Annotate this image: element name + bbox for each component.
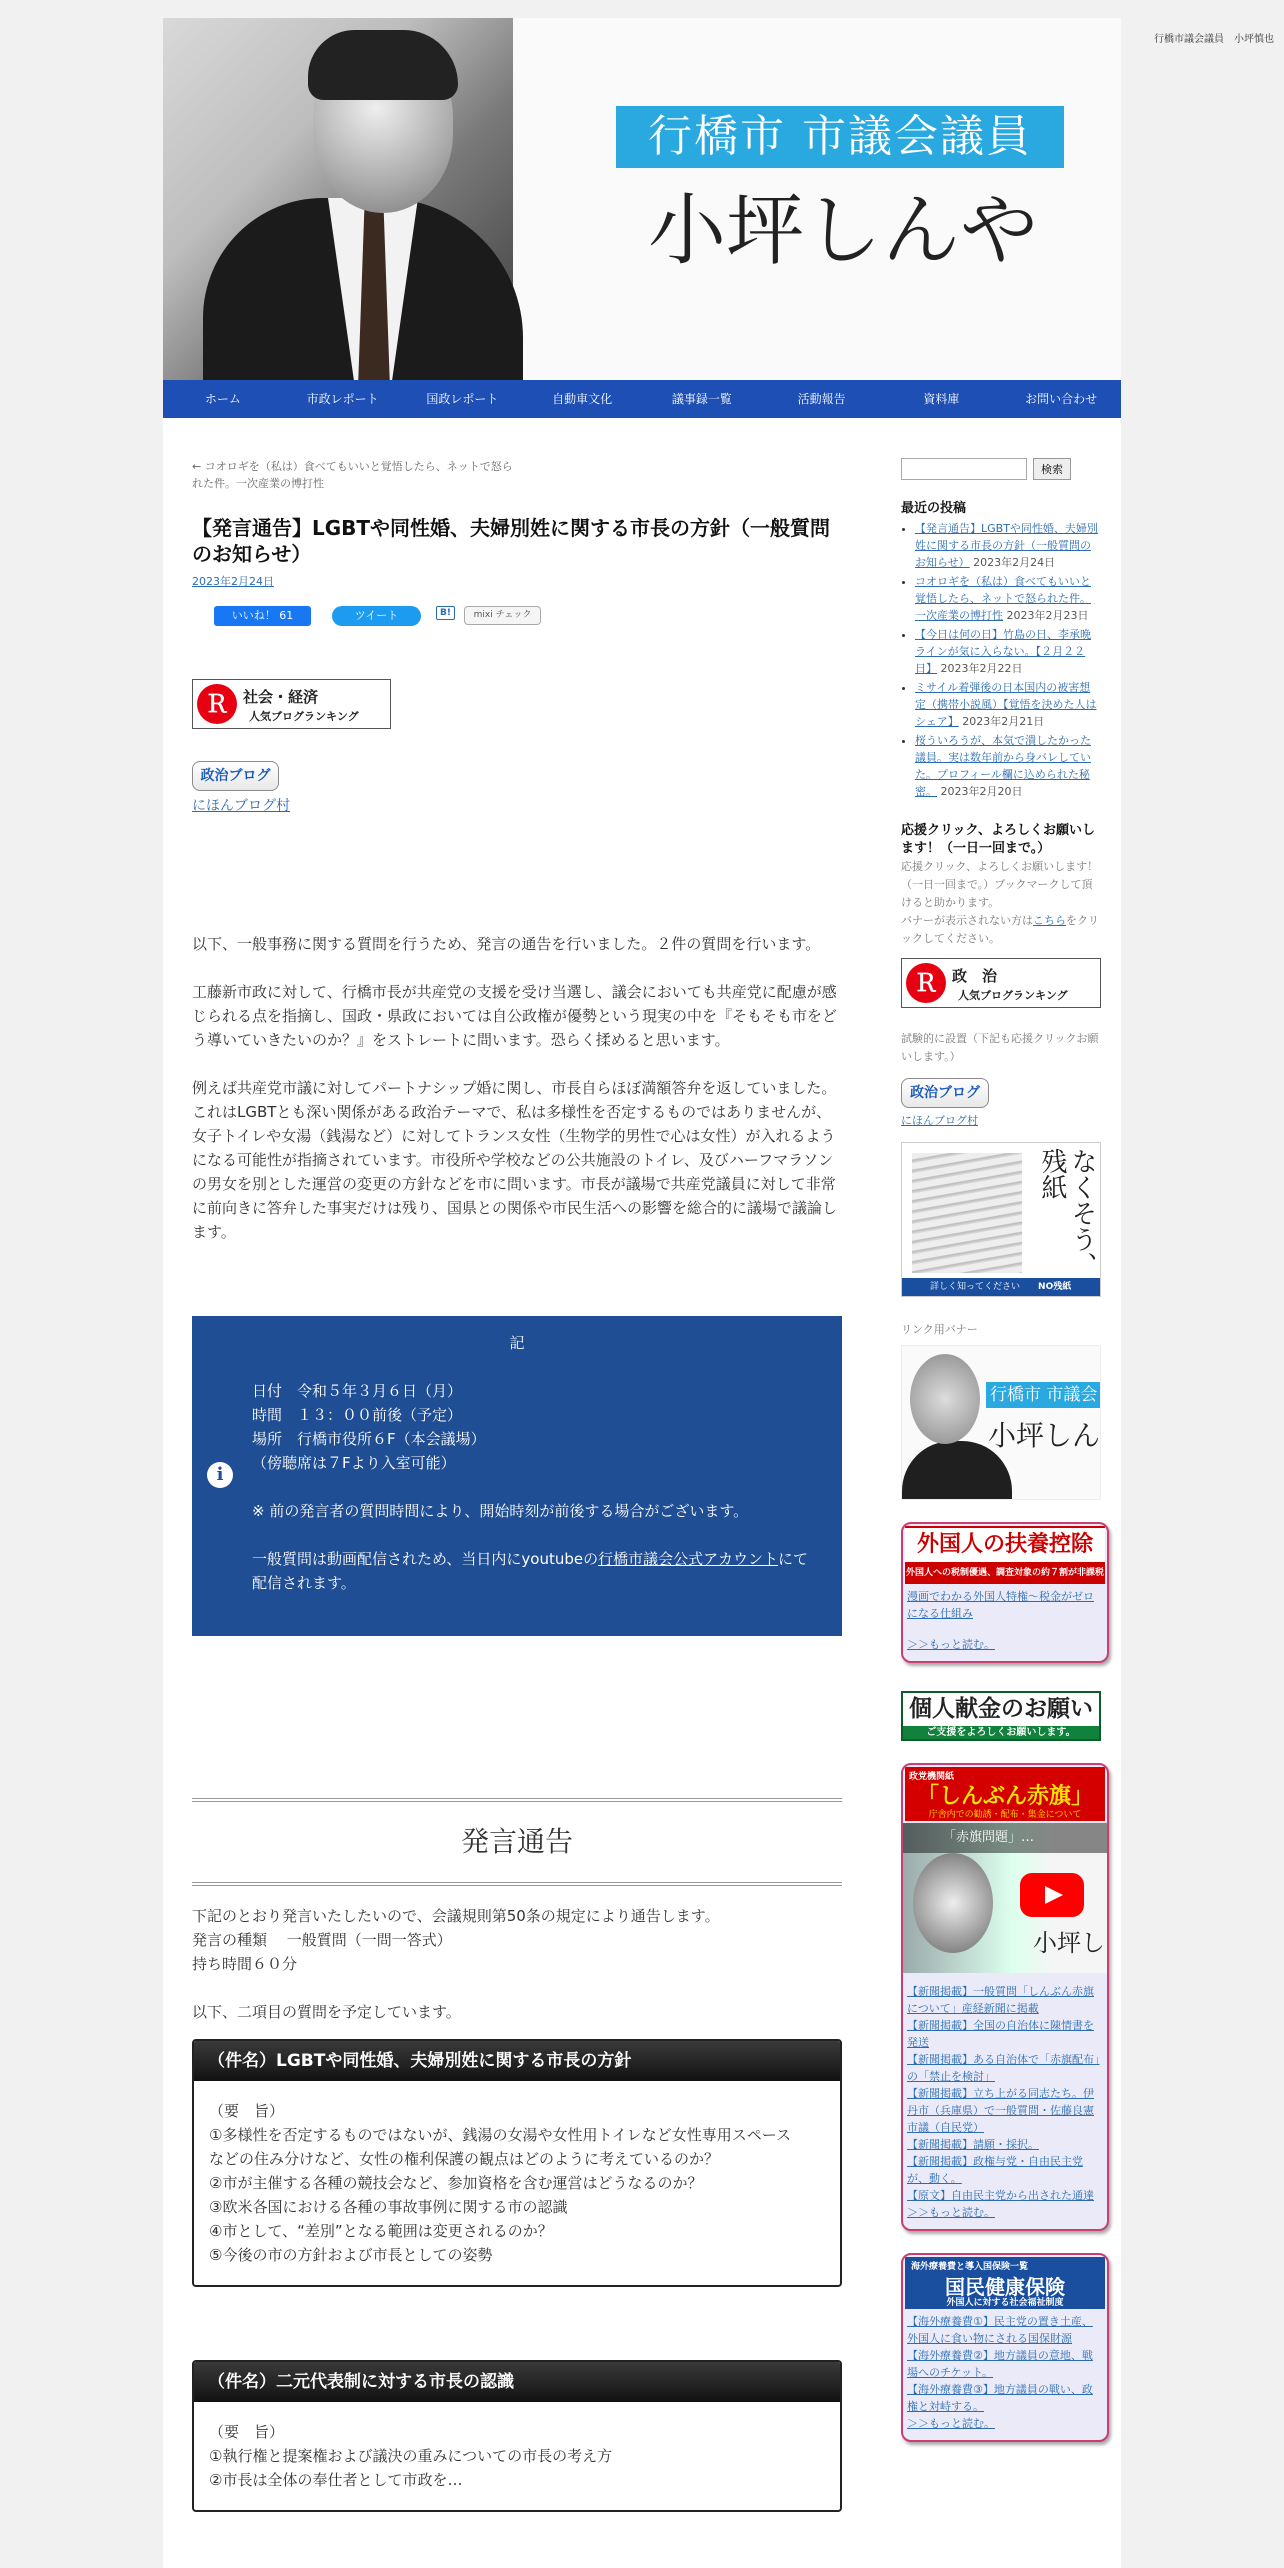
header-title-line1: 行橋市 市議会議員 (616, 106, 1064, 168)
youtube-play-icon[interactable] (1020, 1873, 1084, 1917)
notice-intro: 下記のとおり発言いたしたいので、会議規則第50条の規定により通告します。 発言の種類 一般質問（一問一答式） 持ち時間６０分 以下、二項目の質問を予定しています。 (192, 1907, 720, 2021)
ranking-banner-label: 人気ブログランキング (958, 989, 1068, 1002)
question-box-heading: （件名）LGBTや同性婚、夫婦別姓に関する市長の方針 (194, 2041, 840, 2081)
question-box-dual-rep (192, 2360, 842, 2512)
council-youtube-link[interactable]: 行橋市議会公式アカウント (598, 1550, 778, 1568)
banner-help-text: バナーが表示されない方はこちらをクリックしてください。 (901, 914, 1099, 945)
click-here-link[interactable]: こちら (1033, 914, 1066, 927)
nav-home[interactable]: ホーム (204, 392, 241, 406)
akahata-article-link[interactable]: 【新聞掲載】一般質問「しんぶん赤旗について」産経新聞に掲載 (907, 1985, 1094, 2015)
nav-car-culture[interactable]: 自動車文化 (552, 392, 613, 406)
trial-text: 試験的に設置（下記も応援クリックお願いします。） (901, 1032, 1099, 1063)
akahata-banner[interactable]: 政党機関紙 「しんぶん赤旗」 庁舎内での勧誘・配布・集金について (905, 1767, 1105, 1821)
ranking-banner-category: 社会・経済 (243, 688, 319, 706)
read-more-link[interactable]: ＞＞もっと読む。 (907, 1638, 995, 1651)
ranking-banner-category: 政 治 (952, 967, 998, 985)
support-heading: 応援クリック、よろしくお願いします！（一日一回まで。） (901, 823, 1095, 856)
info-time: 時間 １３：００前後（予定） (252, 1406, 463, 1424)
link-banner-image[interactable] (901, 1345, 1101, 1500)
recent-posts-list (901, 520, 1101, 800)
info-box-body (252, 1379, 822, 1595)
question-box-body: （要 旨） ①多様性を否定するものではないが、銭湯の女湯や女性用トイレなど女性専用スペース などの住み分けなど、女性の権利保護の観点はどのように考えているのか？ ②市が主催する各種の競技会など、参加資格を含む運営はどうなるのか？ ③欧米各国における各種の事故事例に関する市の認識 ④市として、“差別”となる範囲は変更されるのか？ ⑤今後の市の方針および市長としての姿勢 (209, 2102, 791, 2264)
recent-post-item: • 【発言通告】LGBTや同性婚、夫婦別姓に関する市長の方針（一般質問のお知らせ） 2023年2月24日 (915, 520, 1101, 571)
post-paragraph: 工藤新市政に対して、行橋市長が共産党の支援を受け当選し、議会においても共産党に配慮が感じられる点を指摘し、国政・県政においては自公政権が優勢という現実の中を『そもそも市をどう導いていきたいのか？』をストレートに問います。恐らく揉めると思います。 (192, 983, 838, 1049)
read-more-link[interactable]: ＞＞もっと読む。 (907, 2206, 995, 2219)
info-timing-note: ※ 前の発言者の質問時間により、開始時刻が前後する場合がございます。 (252, 1502, 749, 1520)
question-box-lgbt (192, 2039, 842, 2287)
info-box-heading: 記 (509, 1334, 525, 1352)
search-form (901, 458, 1101, 480)
nihon-blog-link[interactable]: にほんブログ村 (901, 1114, 978, 1127)
ranking-logo-icon: Ｒ (906, 963, 946, 1003)
divider (192, 1882, 842, 1886)
akahata-article-link[interactable]: 【新聞掲載】政権与党・自由民主党が、動く。 (907, 2155, 1083, 2185)
page-container (163, 18, 1121, 2568)
sidebar (901, 458, 1105, 2442)
info-place: 場所 行橋市役所６F（本会議場） (252, 1430, 486, 1448)
support-text: 応援クリック、よろしくお願いします！（一日一回まで。）ブックマークして頂けると助かります。 (901, 860, 1099, 909)
zanshi-slogan: なくそう、残紙 (1037, 1148, 1097, 1278)
main-nav (163, 380, 1121, 418)
question-box-body: （要 旨） ①執行権と提案権および議決の重みについての市長の考え方 ②市長は全体の奉仕者として市政を… (209, 2423, 613, 2489)
site-tagline: 行橋市議会議員 小坪慎也 (1154, 34, 1274, 45)
recent-post-item: • 桜ういろうが、本気で潰したかった議員。実は数年前から身バレしていた。プロフィール欄に込められた秘密。 2023年2月20日 (915, 732, 1101, 800)
insurance-article-link[interactable]: 【海外療養費②】地方議員の意地、戦場へのチケット。 (907, 2349, 1093, 2379)
info-gallery-note: （傍聴席は７Fより入室可能） (252, 1454, 456, 1472)
prev-post-link[interactable]: ← コオロギを（私は）食べてもいいと覚悟したら、ネットで怒られた件。一次産業の博打性 (192, 460, 513, 490)
newspaper-stack-image (912, 1153, 1022, 1273)
share-buttons (192, 606, 842, 626)
info-icon: i (207, 1462, 233, 1488)
health-insurance-banner[interactable]: 海外療養費と導入国保険一覧 国民健康保険 外国人に対する社会福祉制度 (905, 2257, 1105, 2309)
nav-minutes[interactable]: 議事録一覧 (671, 392, 732, 406)
insurance-article-link[interactable]: 【海外療養費③】地方議員の戦い、政権と対峙する。 (907, 2383, 1093, 2413)
header-title-line2: 小坪しんや (647, 186, 1038, 276)
link-banner-heading: リンク用バナー (901, 1323, 978, 1336)
akahata-article-link[interactable]: 【新聞掲載】立ち上がる同志たち。伊丹市（兵庫県）で一般質問・佐藤良憲市議（自民党） (907, 2087, 1094, 2134)
search-button[interactable]: 検索 (1033, 458, 1071, 480)
ranking-banner-economy[interactable] (192, 679, 391, 729)
hatena-bookmark-button[interactable]: B! (436, 606, 455, 620)
site-header[interactable] (163, 18, 1121, 380)
recent-post-item: • コオロギを（私は）食べてもいいと覚悟したら、ネットで怒られた件。一次産業の博打性 2023年2月23日 (915, 573, 1101, 624)
politics-blog-badge[interactable]: 政治ブログ (192, 761, 279, 791)
info-stream-note: 一般質問は動画配信されため、当日内にyoutubeの行橋市議会公式アカウントにて配信されます。 (252, 1550, 808, 1592)
nihon-blog-link[interactable]: にほんブログ村 (192, 798, 290, 814)
zanshi-bar: 詳しく知ってください NO残紙 (902, 1278, 1101, 1296)
main-content (192, 458, 842, 2512)
politics-blog-badge[interactable]: 政治ブログ (901, 1078, 989, 1108)
post-date[interactable]: 2023年2月24日 (192, 575, 274, 588)
akahata-article-link[interactable]: 【原文】自由民主党から出された通達 (907, 2189, 1094, 2202)
notice-title: 発言通告 (460, 1825, 573, 1858)
foreigner-deduction-card (901, 1522, 1109, 1663)
akahata-card (901, 1763, 1109, 2231)
post-paragraph: 以下、一般事務に関する質問を行うため、発言の通告を行いました。２件の質問を行います。 (192, 935, 821, 953)
health-insurance-card (901, 2253, 1109, 2442)
nav-activity[interactable]: 活動報告 (797, 392, 846, 406)
nav-archive[interactable]: 資料庫 (923, 392, 960, 406)
insurance-article-link[interactable]: 【海外療養費①】民主党の置き土産、外国人に食い物にされる国保財源 (907, 2315, 1093, 2345)
akahata-article-link[interactable]: 【新聞掲載】ある自治体で「赤旗配布」の「禁止を検討」 (907, 2053, 1100, 2083)
tweet-button[interactable]: ツイート (332, 606, 421, 626)
foreigner-deduction-banner[interactable]: 外国人の扶養控除 外国人への税制優遇、調査対象の約７割が非課税 (905, 1526, 1105, 1584)
link-banner-name: 小坪しん (988, 1419, 1101, 1452)
post-title: 【発言通告】LGBTや同性婚、夫婦別姓に関する市長の方針（一般質問のお知らせ） (192, 516, 831, 566)
facebook-like-button[interactable]: いいね！ 61 (214, 606, 311, 626)
manga-article-link[interactable]: 漫画でわかる外国人特権～税金がゼロになる仕組み (907, 1590, 1094, 1620)
ranking-banner-politics[interactable] (901, 958, 1101, 1008)
event-info-box (192, 1316, 842, 1636)
akahata-article-link[interactable]: 【新聞掲載】全国の自治体に陳情書を発送 (907, 2019, 1094, 2049)
donation-banner[interactable]: 個人献金のお願い ご支援をよろしくお願いします。 (901, 1691, 1101, 1741)
ranking-logo-icon: Ｒ (197, 684, 237, 724)
read-more-link[interactable]: ＞＞もっと読む。 (907, 2417, 995, 2430)
mixi-check-button[interactable]: mixi チェック (464, 606, 541, 625)
ranking-banner-label: 人気ブログランキング (249, 710, 359, 723)
zanshi-banner[interactable] (901, 1142, 1101, 1297)
info-date: 日付 令和５年３月６日（月） (252, 1382, 463, 1400)
nav-contact[interactable]: お問い合わせ (1025, 392, 1098, 406)
recent-posts-heading: 最近の投稿 (901, 501, 967, 516)
post-paragraph: 例えば共産党市議に対してパートナシップ婚に関し、市長自らほぼ満額答弁を返していました。これはLGBTとも深い関係がある政治テーマで、私は多様性を否定するものではありませんが、女子トイレや女湯（銭湯など）に対してトランス女性（生物学的男性で心は女性）が入れるようになる可能性が指摘されています。市役所や学校などの公共施設のトイレ、及びハーフマラソンの男女を別とした運営の変更の方針などを市に問います。市長が議場で共産党議員に対して非常に前向きに答弁した事実だけは残り、国県との関係や市民生活への影響を総合的に議場で議論します。 (192, 1079, 838, 1241)
recent-post-item: • ミサイル着弾後の日本国内の被害想定（携帯小説風）【覚悟を決めた人はシェア】 2023年2月21日 (915, 679, 1101, 730)
link-banner-title: 行橋市 市議会 (986, 1382, 1101, 1408)
question-box-heading: （件名）二元代表制に対する市長の認識 (194, 2362, 840, 2402)
notice-section (192, 1798, 842, 1886)
akahata-article-link[interactable]: 【新聞掲載】請願・採択。 (907, 2138, 1039, 2151)
nav-city-report[interactable]: 市政レポート (306, 392, 379, 406)
recent-post-item: • 【今日は何の日】竹島の日、李承晩ラインが気に入らない。【２月２２日】 2023年2月22日 (915, 626, 1101, 677)
nav-national-report[interactable]: 国政レポート (426, 392, 499, 406)
header-portrait-image (163, 18, 513, 380)
search-input[interactable] (901, 458, 1027, 480)
youtube-video-embed[interactable]: 小坪し 「赤旗問題」… (903, 1823, 1109, 1973)
